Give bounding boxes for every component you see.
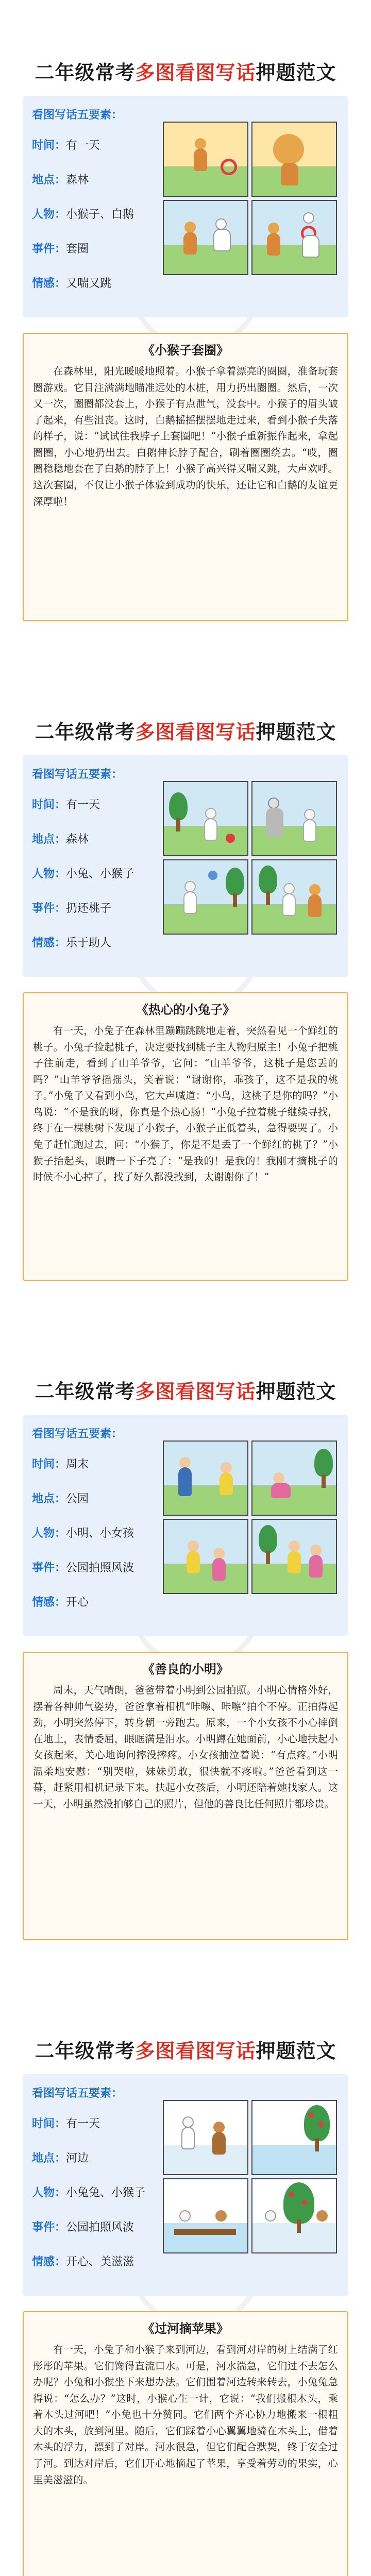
- title-suffix: 押题范文: [256, 2039, 336, 2062]
- story-box: [23, 1652, 348, 1940]
- comic-panel-1: [163, 781, 248, 856]
- comic-panel-1: [163, 1440, 248, 1516]
- element-row-time: 时间：周末: [32, 1458, 89, 1471]
- comic-panel-4: [251, 200, 337, 275]
- title-suffix: 押题范文: [256, 1380, 336, 1403]
- five-elements-heading: 看图写话五要素：: [32, 768, 123, 781]
- title-highlight: 多图看图写话: [135, 2039, 256, 2062]
- element-row-emotion: 情感：开心: [32, 1596, 89, 1609]
- title-prefix: 二年级常考: [35, 1380, 136, 1403]
- five-elements-heading: 看图写话五要素：: [32, 2087, 123, 2100]
- title-prefix: 二年级常考: [35, 2039, 136, 2062]
- element-row-emotion: 情感：开心、美滋滋: [32, 2255, 134, 2268]
- comic-panel-1: [163, 2100, 248, 2175]
- story-box: [23, 333, 348, 621]
- comic-panel-3: [163, 200, 248, 275]
- element-row-people: 人物：小兔兔、小猴子: [32, 2186, 146, 2199]
- comic-panels: [163, 2100, 338, 2255]
- page-title: [0, 2035, 371, 2063]
- info-box: [23, 2074, 348, 2296]
- info-box: [23, 755, 348, 977]
- five-elements-heading: 看图写话五要素：: [32, 1427, 123, 1440]
- story-text: 在森林里，阳光暖暖地照着。小猴子拿着漂亮的圈圈，准备玩套圈游戏。它目注满满地瞄准远处的木桩，用力扔出圈圈。然后，一次又一次，圈圈都没套上，小猴子有点泄气，没套中。小猴子的眉头皱了起来，有些沮丧。这时，白鹅摇摇摆摆地走过来，看到小猴子失落的样子，说：“试试往我脖子上套圈吧！”小猴子重新振作起来，拿起圈圈，小心地扔出去。白鹅伸长脖子配合，刷着圈圈绕去。“哎，圈圈稳稳地套在了白鹅的脖子上！小猴子高兴得又喘又跳，大声欢呼。这次套圈，不仅让小猴子体验到成功的快乐，还让它和白鹅的友谊更深厚啦！: [33, 365, 338, 507]
- story-title: 《热心的小兔子》: [136, 1002, 235, 1017]
- comic-panel-3: [163, 859, 248, 935]
- five-elements-list: [32, 106, 166, 309]
- comic-panel-1: [163, 122, 248, 197]
- comic-panel-4: [251, 1519, 337, 1594]
- five-elements-list: [32, 766, 166, 969]
- page-title: [0, 716, 371, 744]
- element-row-emotion: 情感：乐于助人: [32, 936, 112, 950]
- story-title: 《善良的小明》: [142, 1662, 229, 1676]
- story-box: [23, 2311, 348, 2576]
- five-elements-list: [32, 1425, 166, 1628]
- element-row-event: 事件：扔还桃子: [32, 902, 112, 915]
- comic-panel-2: [251, 1440, 337, 1516]
- section-2: [0, 659, 371, 1319]
- title-prefix: 二年级常考: [35, 61, 136, 84]
- element-row-place: 地点：河边: [32, 2151, 89, 2165]
- element-row-people: 人物：小明、小女孩: [32, 1527, 134, 1540]
- comic-panel-2: [251, 781, 337, 856]
- element-row-time: 时间：有一天: [32, 139, 100, 152]
- element-row-place: 地点：森林: [32, 173, 89, 187]
- info-box: [23, 1415, 348, 1636]
- element-row-people: 人物：小兔、小猴子: [32, 867, 134, 880]
- element-row-time: 时间：有一天: [32, 798, 100, 811]
- element-row-emotion: 情感：又喘又跳: [32, 277, 112, 290]
- comic-panel-2: [251, 2100, 337, 2175]
- story-box: [23, 992, 348, 1281]
- element-row-event: 事件：公园拍照风波: [32, 2221, 134, 2234]
- story-text: 周末，天气晴朗，爸爸带着小明到公园拍照。小明心情格外好，摆着各种帅气姿势，爸爸拿着相机“咔嚓、咔嚓”拍个不停。正拍得起劲，小明突然停下，转身朝一旁跑去。原来，一个小女孩不小心摔倒在地上，表情委屈，眼眶满是泪水。小明蹲在她面前，小心地扶起小女孩起来，关心地询问摔没摔疼。小女孩抽泣着说：“有点疼。”小明温柔地安慰：“别哭啦，妹妹勇敢，很快就不疼啦。”爸爸看到这一幕，赶紧用相机记录下来。扶起小女孩后，小明还陪着她找家人。这一天，小明虽然没拍够自己的照片，但他的善良比任何照片都珍贵。: [33, 1684, 338, 1810]
- section-4: [0, 1978, 371, 2576]
- story-text: 有一天，小兔子和小猴子来到河边，看到河对岸的树上结满了红彤彤的苹果。它们馋得直流口水。可是，河水湍急，它们过不去怎么办呢？小兔和小猴坐下来想办法。它们围着河边转来转去，小兔兔急得说：“怎么办？”这时，小猴心生一计，它说：“我们搬根木头，乘着木头过河吧！”小兔也十分赞同。它们两个齐心协力地搬来一根粗大的木头，放到河里。随后，它们踩着小心翼翼地骑在木头上，借着木头的浮力，漂到了对岸。河水很急，但它们配合默契，终于安全过了河。到达对岸后，它们开心地摘起了苹果，享受着劳动的果实，心里美滋滋的。: [33, 2344, 338, 2486]
- comic-panel-3: [163, 2178, 248, 2253]
- comic-panel-4: [251, 859, 337, 935]
- title-suffix: 押题范文: [256, 61, 336, 84]
- element-row-place: 地点：公园: [32, 1492, 89, 1505]
- five-elements-heading: 看图写话五要素：: [32, 108, 123, 122]
- section-3: [0, 1319, 371, 1978]
- title-prefix: 二年级常考: [35, 720, 136, 743]
- title-highlight: 多图看图写话: [135, 720, 256, 743]
- comic-panel-4: [251, 2178, 337, 2253]
- page-title: [0, 1376, 371, 1404]
- title-highlight: 多图看图写话: [135, 1380, 256, 1403]
- comic-panels: [163, 781, 338, 936]
- five-elements-list: [32, 2084, 166, 2287]
- element-row-event: 事件：公园拍照风波: [32, 1561, 134, 1574]
- section-1: [0, 0, 371, 659]
- title-highlight: 多图看图写话: [135, 61, 256, 84]
- element-row-place: 地点：森林: [32, 833, 89, 846]
- element-row-people: 人物：小猴子、白鹅: [32, 208, 134, 221]
- comic-panels: [163, 1440, 338, 1595]
- page-title: [0, 57, 371, 85]
- element-row-event: 事件：套圈: [32, 242, 89, 256]
- info-box: [23, 96, 348, 317]
- story-title: 《小猴子套圈》: [142, 343, 229, 358]
- comic-panels: [163, 122, 338, 276]
- story-title: 《过河摘苹果》: [142, 2321, 229, 2336]
- title-suffix: 押题范文: [256, 720, 336, 743]
- element-row-time: 时间：有一天: [32, 2117, 100, 2130]
- story-text: 有一天，小兔子在森林里蹦蹦跳跳地走着，突然看见一个鲜红的桃子。小兔子捡起桃子，决定要找到桃子主人物归原主！小兔子把桃子往前走，看到了山羊爷爷，它问：“山羊爷爷，这桃子是您丢的吗？”山羊爷爷摇摇头，笑着说：“谢谢你，乖孩子，这不是我的桃子。”小兔子又看到小鸟，它大声喊道：“小鸟，这桃子是你的吗？”小鸟说：“不是我的呀，你真是个热心肠！”小兔子拉着桃子继续寻找，终于在一棵桃树下发现了小猴子，小猴子正低着头，急得要哭了。小兔子赶忙跑过去，问：“小猴子，你是不是丢了一个鲜红的桃子？”小猴子抬起头，眼睛一下子亮了：“是我的！是我的！我刚才摘桃子的时候不小心掉了，找了好久都没找到，太谢谢你了！”: [33, 1025, 338, 1183]
- comic-panel-3: [163, 1519, 248, 1594]
- comic-panel-2: [251, 122, 337, 197]
